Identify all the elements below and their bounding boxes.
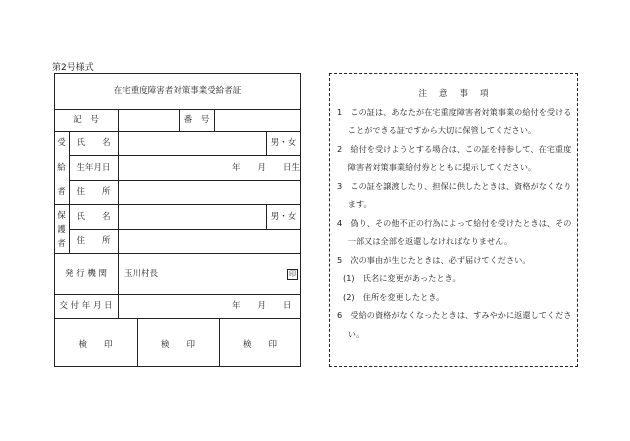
- seal-stamp: 印: [289, 270, 296, 278]
- recipient-gender: 男・女: [270, 138, 297, 148]
- notice-item: 障害者対策事業給付券とともに提示してください。: [337, 162, 537, 172]
- guardian-side-1: 保: [57, 211, 66, 221]
- divider: [54, 253, 301, 254]
- recipient-side-2: 給: [57, 163, 66, 173]
- card-title: 在宅重度障害者対策事業受給者証: [113, 86, 242, 96]
- notice-item: 1 この証は、あなたが在宅重度障害者対策事業の給付を受ける: [337, 107, 572, 117]
- notice-item: ことができる証ですから大切に保管してください。: [337, 125, 537, 135]
- notice-item: い。: [337, 329, 365, 339]
- notice-title-char: 事: [459, 89, 469, 99]
- divider: [118, 109, 119, 318]
- guardian-name-label: 氏 名: [76, 212, 111, 222]
- inspection-seal-2: 検 印: [160, 340, 195, 350]
- notice-subitem: (2) 住所を変更したとき。: [343, 292, 445, 302]
- guardian-address-label: 住 所: [76, 236, 111, 246]
- notice-title: [329, 87, 578, 99]
- divider: [54, 318, 301, 319]
- divider: [69, 229, 301, 230]
- notice-item: 2 給付を受けようとする場合は、この証を持参して、在宅重度: [337, 144, 572, 154]
- number-label: 番 号: [183, 115, 210, 125]
- issuer-value: 玉川村長: [124, 269, 159, 279]
- recipient-side-1: 受: [57, 138, 66, 148]
- notice-item: 5 次の事由が生じたときは、必ず届けてください。: [337, 255, 531, 265]
- form-number-label: 第2号様式: [52, 63, 94, 73]
- notice-subitem: (1) 氏名に変更があったとき。: [343, 273, 461, 283]
- symbol-label: 記 号: [73, 115, 99, 125]
- notice-title-char: 注: [418, 89, 427, 99]
- notice-item: 6 受給の資格がなくなったときは、すみやかに返還してくださ: [337, 310, 572, 320]
- inspection-seal-3: 検 印: [242, 340, 277, 350]
- recipient-address-label: 住 所: [76, 187, 111, 197]
- guardian-gender: 男・女: [270, 212, 297, 222]
- notice-title-char: 項: [480, 89, 489, 99]
- guardian-side-3: 者: [57, 239, 66, 249]
- divider: [54, 131, 301, 132]
- divider: [54, 204, 301, 205]
- notice-item: 一部又は全部を返還しなければなりません。: [337, 236, 513, 246]
- notice-title-char: 意: [438, 89, 448, 99]
- issuer-label: 発 行 機 関: [64, 269, 108, 279]
- divider: [214, 109, 215, 131]
- notice-item: 4 偽り、その他不正の行為によって給付を受けたときは、その: [337, 218, 572, 228]
- dob-label: 生年月日: [76, 163, 111, 173]
- recipient-name-label: 氏 名: [76, 138, 111, 148]
- guardian-side-2: 護: [57, 225, 66, 235]
- issue-date-format: 年 月 日: [232, 301, 292, 311]
- divider: [69, 155, 301, 156]
- divider: [54, 294, 301, 295]
- notice-item: ます。: [337, 199, 372, 209]
- divider: [54, 109, 301, 110]
- divider: [69, 180, 301, 181]
- recipient-side-3: 者: [57, 187, 66, 197]
- notice-item: 3 この証を譲渡したり、担保に供したときは、資格がなくなり: [337, 181, 572, 191]
- inspection-seal-1: 検 印: [78, 340, 113, 350]
- dob-format: 年 月 日生: [232, 163, 301, 173]
- issue-date-label: 交 付 年 月 日: [59, 301, 113, 311]
